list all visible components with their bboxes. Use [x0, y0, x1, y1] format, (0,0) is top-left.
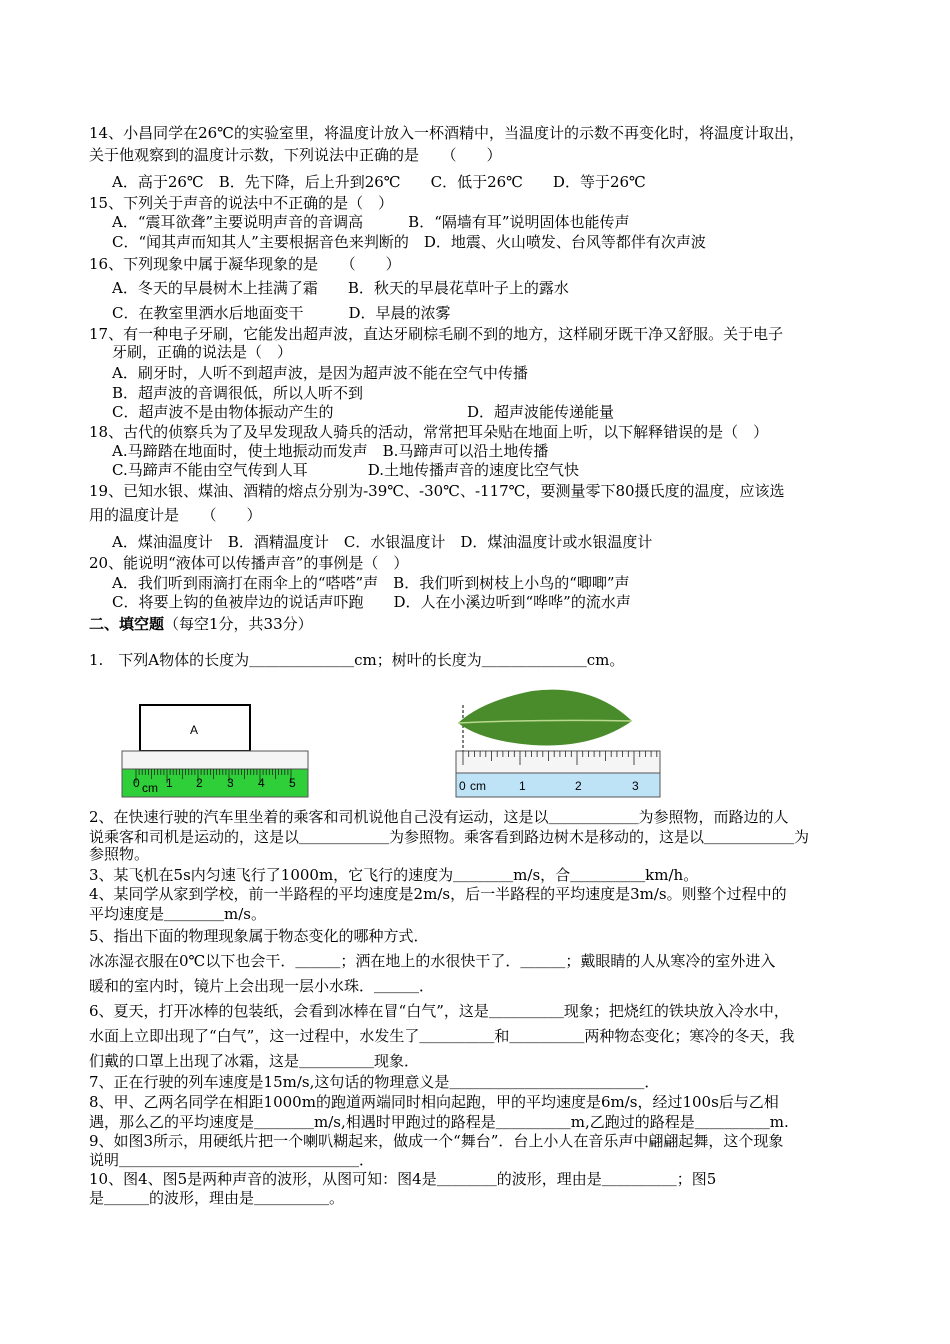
- ruler-right-tick-3: 3: [632, 779, 639, 793]
- q17-stem-line2: 牙刷，正确的说法是（ ）: [112, 343, 293, 361]
- ruler-figure-a: [118, 700, 318, 800]
- fill-heading-note: （每空1分，共33分）: [164, 615, 313, 633]
- fill-section-heading: [89, 615, 313, 633]
- fill-q7: 7、正在行驶的列车速度是15m/s,这句话的物理意义是＿＿＿＿＿＿＿＿＿＿＿＿＿．: [89, 1073, 660, 1091]
- fill-q4-line1: 4、某同学从家到学校，前一半路程的平均速度是2m/s，后一半路程的平均速度是3m/s。则整个过程中的: [89, 885, 787, 903]
- fill-q2-line1: 2、在快速行驶的汽车里坐着的乘客和司机说他自己没有运动，这是以＿＿＿＿＿＿为参照物，而路边的人: [89, 808, 789, 826]
- ruler-right-tick-2: 2: [575, 779, 582, 793]
- q19-options: A．煤油温度计 B．酒精温度计 C．水银温度计 D．煤油温度计或水银温度计: [112, 533, 653, 551]
- fill-q1: 1. 下列A物体的长度为＿＿＿＿＿＿＿cm；树叶的长度为＿＿＿＿＿＿＿cm。: [89, 651, 625, 669]
- q20-options-ab: A．我们听到雨滴打在雨伞上的“嗒嗒”声 B．我们听到树枝上小鸟的“唧唧”声: [112, 574, 630, 592]
- ruler-left-unit: cm: [142, 781, 158, 795]
- q19-stem-line2: 用的温度计是 （ ）: [89, 506, 262, 524]
- q17-option-d: D．超声波能传递能量: [467, 403, 615, 421]
- q20-options-cd: C．将要上钩的鱼被岸边的说话声吓跑 D．人在小溪边听到“哗哗”的流水声: [112, 593, 631, 611]
- ruler-left-tick-4: 4: [258, 776, 265, 790]
- q14-stem-line1: 14、小昌同学在26℃的实验室里，将温度计放入一杯酒精中，当温度计的示数不再变化时，将温度计取出，: [89, 124, 804, 142]
- ruler-left-tick-5: 5: [289, 776, 296, 790]
- fill-q6-line2: 水面上立即出现了“白气”，这一过程中，水发生了＿＿＿＿＿和＿＿＿＿＿两种物态变化；寒冷的冬天，我: [89, 1027, 795, 1045]
- q15-stem: 15、下列关于声音的说法中不正确的是（ ）: [89, 194, 394, 212]
- ruler-right-unit: cm: [470, 779, 486, 793]
- fill-q5-line1: 5、指出下面的物理现象属于物态变化的哪种方式．: [89, 927, 429, 945]
- fill-q5-line2: 冰冻湿衣服在0℃以下也会干．＿＿＿；洒在地上的水很快干了．＿＿＿；戴眼睛的人从寒冷的室外进入: [89, 952, 776, 970]
- fill-q8-line2: 遇，那么乙的平均速度是＿＿＿＿m/s,相遇时甲跑过的路程是＿＿＿＿＿m,乙跑过的路程是＿＿＿＿＿m.: [89, 1113, 789, 1131]
- q15-options-ab: A．“震耳欲聋”主要说明声音的音调高 B．“隔墙有耳”说明固体也能传声: [112, 213, 630, 231]
- q17-stem-line1: 17、有一种电子牙刷，它能发出超声波，直达牙刷棕毛刷不到的地方，这样刷牙既干净又舒服。关于电子: [89, 325, 784, 343]
- ruler-left-tick-1: 1: [166, 776, 173, 790]
- fill-q3: 3、某飞机在5s内匀速飞行了1000m，它飞行的速度为＿＿＿＿m/s，合＿＿＿＿＿km/h。: [89, 866, 699, 884]
- fill-q9-line1: 9、如图3所示，用硬纸片把一个喇叭糊起来，做成一个“舞台”．台上小人在音乐声中翩翩起舞，这个现象: [89, 1132, 784, 1150]
- block-a-label: A: [190, 723, 199, 737]
- q16-options-ab: A．冬天的早晨树木上挂满了霜 B．秋天的早晨花草叶子上的露水: [112, 279, 569, 297]
- ruler-figure-leaf: [452, 683, 664, 799]
- q20-stem: 20、能说明“液体可以传播声音”的事例是（ ）: [89, 554, 409, 572]
- fill-q10-line2: 是＿＿＿的波形，理由是＿＿＿＿＿。: [89, 1189, 345, 1207]
- leaf-icon: [458, 690, 632, 746]
- q18-stem: 18、古代的侦察兵为了及早发现敌人骑兵的活动，常常把耳朵贴在地面上听，以下解释错误的是（ ）: [89, 423, 769, 441]
- q16-stem: 16、下列现象中属于凝华现象的是 （ ）: [89, 255, 401, 273]
- ruler-right-tick-1: 1: [519, 779, 526, 793]
- q19-stem-line1: 19、已知水银、煤油、酒精的熔点分别为-39℃、-30℃、-117℃，要测量零下80摄氏度的温度，应该选: [89, 482, 785, 500]
- fill-heading-text: 二、填空题: [89, 615, 165, 633]
- fill-q9-line2: 说明＿＿＿＿＿＿＿＿＿＿＿＿＿＿＿＿．: [89, 1151, 375, 1169]
- fill-q2-line2: 说乘客和司机是运动的，这是以＿＿＿＿＿＿为参照物。乘客看到路边树木是移动的，这是以＿＿＿＿＿＿为: [89, 828, 810, 846]
- q15-options-cd: C．“闻其声而知其人”主要根据音色来判断的 D．地震、火山喷发、台风等都伴有次声波: [112, 233, 706, 251]
- fill-q6-line1: 6、夏天，打开冰棒的包装纸，会看到冰棒在冒“白气”，这是＿＿＿＿＿现象；把烧红的铁块放入冷水中，: [89, 1002, 789, 1020]
- ruler-right-tick-0: 0: [459, 779, 466, 793]
- fill-q4-line2: 平均速度是＿＿＿＿m/s。: [89, 905, 266, 923]
- q14-options: A．高于26℃ B．先下降，后上升到26℃ C．低于26℃ D．等于26℃: [112, 173, 646, 191]
- q18-options-ab: A.马蹄踏在地面时，使土地振动而发声 B.马蹄声可以沿土地传播: [112, 442, 549, 460]
- fill-q10-line1: 10、图4、图5是两种声音的波形，从图可知：图4是＿＿＿＿的波形，理由是＿＿＿＿＿；图5: [89, 1170, 717, 1188]
- q14-stem-line2: 关于他观察到的温度计示数，下列说法中正确的是 （ ）: [89, 146, 502, 164]
- ruler-left-tick-2: 2: [196, 776, 203, 790]
- ruler-right-top: [456, 751, 660, 773]
- q18-options-cd: C.马蹄声不能由空气传到人耳 D.土地传播声音的速度比空气快: [112, 461, 579, 479]
- ruler-left-tick-3: 3: [227, 776, 234, 790]
- ruler-left-tick-0: 0: [133, 776, 140, 790]
- ruler-right-scale: [456, 773, 660, 797]
- ruler-left-top: [122, 751, 308, 769]
- fill-q5-line3: 暖和的室内时，镜片上会出现一层小水珠．＿＿＿．: [89, 977, 435, 995]
- fill-q8-line1: 8、甲、乙两名同学在相距1000m的跑道两端同时相向起跑，甲的平均速度是6m/s，经过100s后与乙相: [89, 1093, 779, 1111]
- q17-option-a: A．刷牙时，人听不到超声波，是因为超声波不能在空气中传播: [112, 364, 528, 382]
- fill-q6-line3: 们戴的口罩上出现了冰霜，这是＿＿＿＿＿现象．: [89, 1052, 420, 1070]
- q17-option-c: C．超声波不是由物体振动产生的: [112, 403, 334, 421]
- fill-q2-line3: 参照物。: [89, 845, 150, 863]
- q16-options-cd: C．在教室里洒水后地面变干 D．早晨的浓雾: [112, 304, 451, 322]
- q17-option-b: B．超声波的音调很低，所以人听不到: [112, 384, 364, 402]
